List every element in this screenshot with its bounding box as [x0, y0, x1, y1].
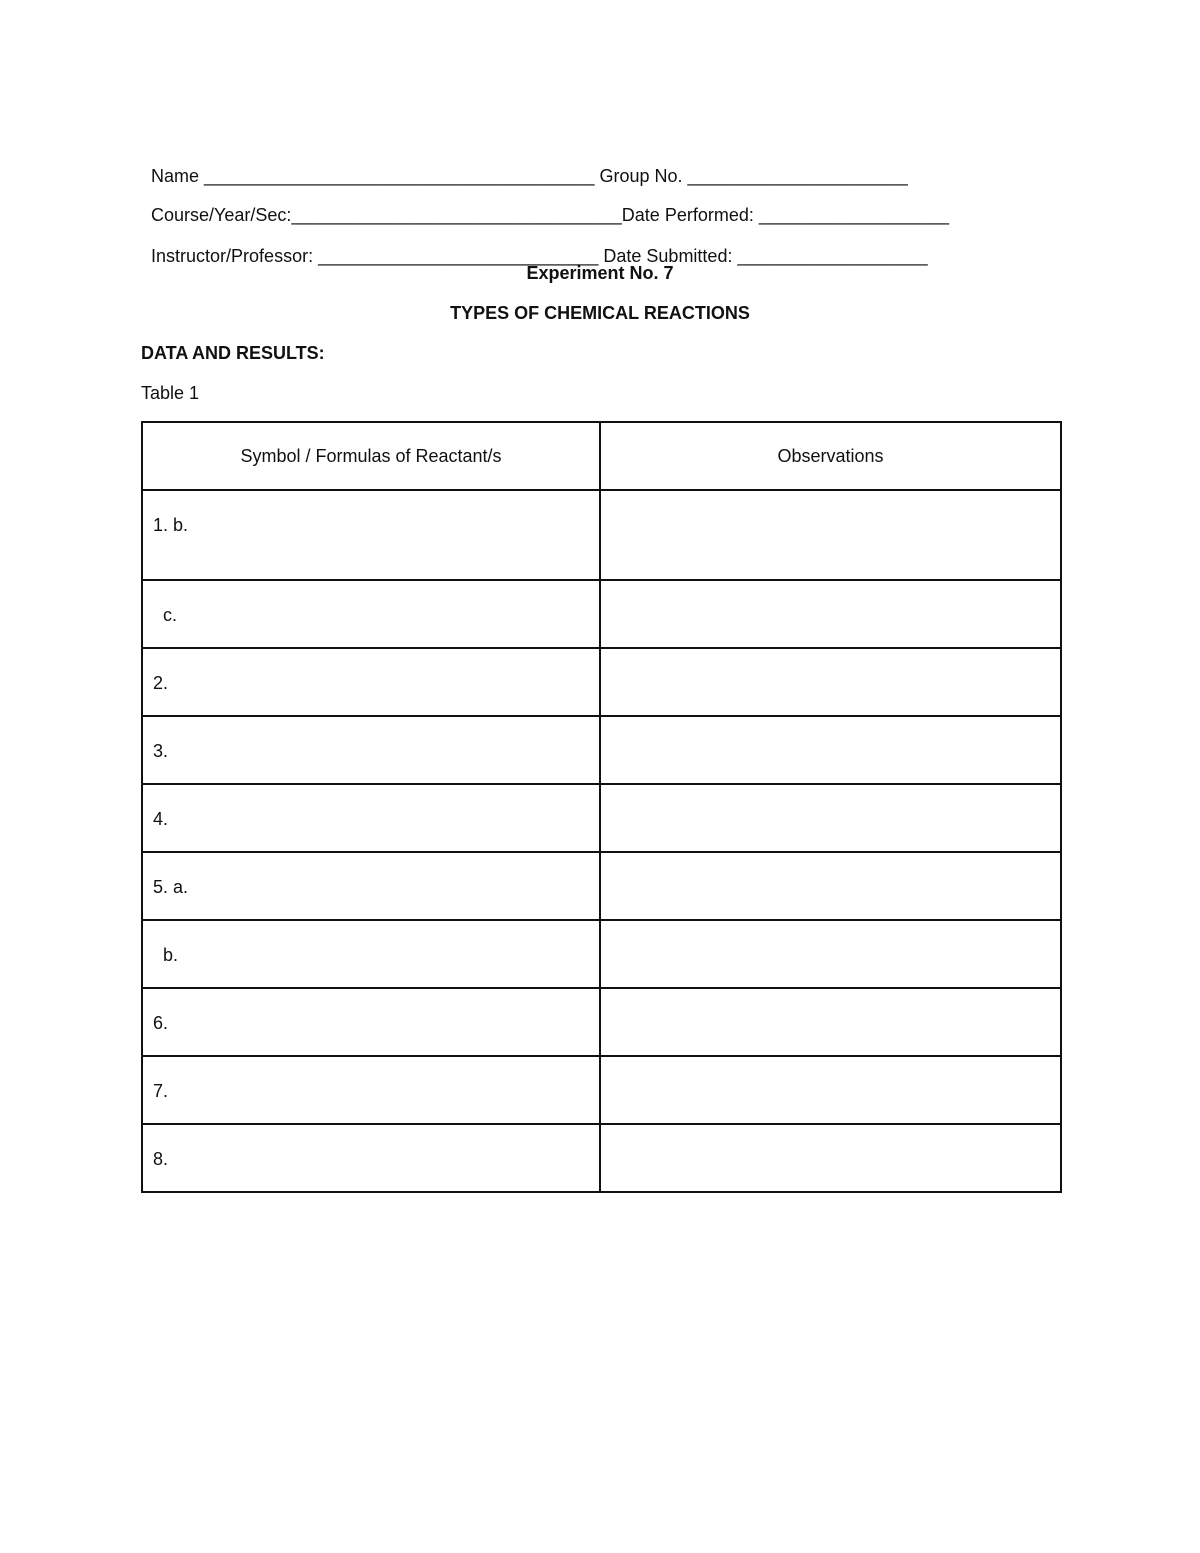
observation-cell[interactable]	[600, 784, 1061, 852]
table-caption: Table 1	[141, 383, 200, 403]
name-field[interactable]: _______________________________________	[199, 166, 600, 186]
course-field[interactable]: _________________________________	[291, 205, 622, 225]
instructor-field[interactable]: ____________________________	[313, 246, 604, 266]
observation-cell[interactable]	[600, 920, 1061, 988]
row-label: 3.	[142, 716, 600, 784]
table-row	[142, 920, 1061, 988]
row-label: b.	[142, 920, 600, 988]
row-label: 5. a.	[142, 852, 600, 920]
observation-cell[interactable]	[600, 716, 1061, 784]
column-header-observations: Observations	[600, 422, 1061, 490]
row-label: 8.	[142, 1124, 600, 1192]
experiment-number: Experiment No. 7	[526, 263, 674, 283]
observation-cell[interactable]	[600, 490, 1061, 580]
column-header-reactants: Symbol / Formulas of Reactant/s	[142, 422, 600, 490]
results-table	[141, 421, 1062, 1193]
table-row	[142, 490, 1061, 580]
table-row	[142, 784, 1061, 852]
row-label: 6.	[142, 988, 600, 1056]
table-row	[142, 580, 1061, 648]
name-line	[141, 143, 1061, 187]
instructor-line	[141, 223, 1061, 267]
row-label: 1. b.	[142, 490, 600, 580]
table-row	[142, 852, 1061, 920]
table-row	[142, 1056, 1061, 1124]
course-line	[141, 182, 1061, 226]
observation-cell[interactable]	[600, 852, 1061, 920]
row-label: 4.	[142, 784, 600, 852]
observation-cell[interactable]	[600, 1124, 1061, 1192]
table-row	[142, 648, 1061, 716]
date-performed-field[interactable]: ___________________	[753, 205, 950, 225]
date-submitted-label: Date Submitted:	[603, 246, 733, 266]
row-label: c.	[142, 580, 600, 648]
observation-cell[interactable]	[600, 648, 1061, 716]
date-performed-label: Date Performed:	[621, 205, 754, 225]
table-header-row	[142, 422, 1061, 490]
table-row	[142, 1124, 1061, 1192]
experiment-title: TYPES OF CHEMICAL REACTIONS	[450, 303, 750, 323]
row-label: 2.	[142, 648, 600, 716]
group-field[interactable]: ______________________	[682, 166, 908, 186]
section-heading: DATA AND RESULTS:	[141, 343, 325, 363]
course-label: Course/Year/Sec:	[151, 205, 292, 225]
row-label: 7.	[142, 1056, 600, 1124]
observation-cell[interactable]	[600, 580, 1061, 648]
observation-cell[interactable]	[600, 988, 1061, 1056]
name-label: Name	[151, 166, 200, 186]
observation-cell[interactable]	[600, 1056, 1061, 1124]
table-row	[142, 988, 1061, 1056]
group-label: Group No.	[599, 166, 683, 186]
instructor-label: Instructor/Professor:	[151, 246, 314, 266]
table-row	[142, 716, 1061, 784]
date-submitted-field[interactable]: ___________________	[732, 246, 928, 266]
